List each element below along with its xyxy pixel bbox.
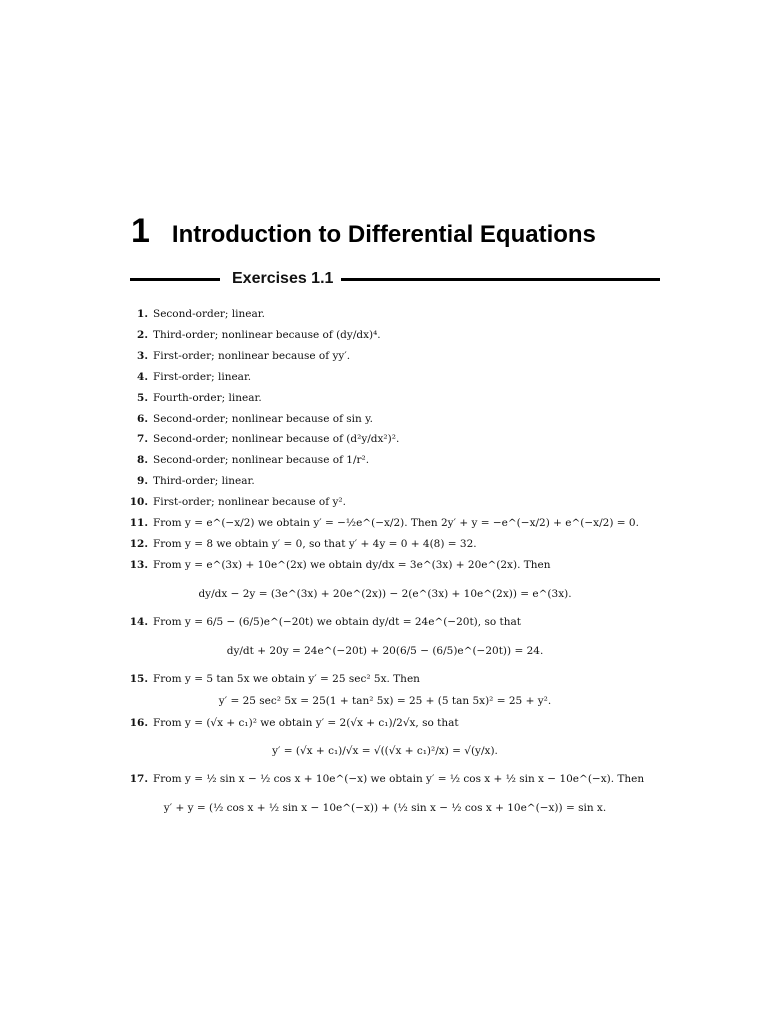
exercise-text: Second-order; nonlinear because of 1/r².	[153, 454, 370, 467]
exercise-text: First-order; linear.	[153, 370, 252, 383]
exercise-number: 13.	[129, 558, 148, 571]
exercise-text: Second-order; linear.	[153, 308, 265, 320]
exercise-text: Second-order; nonlinear because of (d²y/dx²)².	[153, 433, 400, 446]
exercise-item	[120, 534, 650, 555]
exercise-number: 17.	[129, 773, 148, 786]
exercise-text: From y = (√x + c₁)² we obtain y′ = 2(√x + c₁)/2√x, so that	[153, 716, 459, 729]
exercise-item	[120, 769, 650, 790]
exercise-number: 7.	[137, 433, 148, 446]
section-header	[130, 268, 660, 290]
exercise-text: From y = 8 we obtain y′ = 0, so that y′ + 4y = 0 + 4(8) = 32.	[153, 537, 477, 550]
exercise-item	[120, 669, 650, 690]
exercise-text: First-order; nonlinear because of yy′.	[153, 349, 351, 362]
exercise-number: 15.	[129, 672, 148, 685]
exercise-number: 8.	[137, 454, 148, 467]
exercise-text: From y = e^(−x/2) we obtain y′ = −½e^(−x/2). Then 2y′ + y = −e^(−x/2) + e^(−x/2) = 0.	[153, 517, 639, 530]
exercise-item	[120, 367, 650, 388]
exercise-text: From y = ½ sin x − ½ cos x + 10e^(−x) we obtain y′ = ½ cos x + ½ sin x − 10e^(−x). Then	[153, 773, 645, 786]
exercise-text: Third-order; linear.	[153, 475, 255, 488]
chapter-heading	[131, 212, 691, 251]
section-rule-right	[341, 278, 660, 281]
exercise-text: From y = 6/5 − (6/5)e^(−20t) we obtain dy/dt = 24e^(−20t), so that	[153, 615, 521, 628]
exercise-display-equation: y′ = 25 sec² 5x = 25(1 + tan² 5x) = 25 + (5 tan 5x)² = 25 + y².	[218, 694, 552, 707]
exercise-item	[120, 612, 650, 633]
exercise-display-equation: dy/dx − 2y = (3e^(3x) + 20e^(2x)) − 2(e^(3x) + 10e^(2x)) = e^(3x).	[198, 587, 572, 600]
exercise-item	[120, 409, 650, 430]
exercise-number: 10.	[129, 496, 148, 509]
exercise-number: 14.	[129, 615, 148, 628]
exercise-item	[120, 471, 650, 492]
exercise-display-equation: y′ + y = (½ cos x + ½ sin x − 10e^(−x)) + (½ sin x − ½ cos x + 10e^(−x)) = sin x.	[163, 802, 607, 815]
exercise-item	[120, 429, 650, 450]
exercise-item	[120, 450, 650, 471]
exercise-number: 12.	[129, 537, 148, 550]
chapter-number: 1	[131, 212, 150, 250]
exercise-number: 11.	[129, 517, 148, 530]
exercise-number: 1.	[137, 308, 148, 320]
exercise-number: 16.	[129, 716, 148, 729]
exercise-item	[120, 304, 650, 325]
exercise-item	[120, 713, 650, 734]
exercise-item	[120, 325, 650, 346]
exercise-number: 3.	[137, 349, 148, 362]
exercise-number: 4.	[137, 370, 148, 383]
section-title: Exercises 1.1	[232, 270, 334, 287]
exercise-item	[120, 388, 650, 409]
exercise-text: Third-order; nonlinear because of (dy/dx)⁴.	[153, 328, 381, 341]
exercise-number: 6.	[137, 412, 148, 425]
exercise-list	[120, 304, 650, 826]
chapter-title: Introduction to Differential Equations	[171, 221, 596, 248]
exercise-item	[120, 346, 650, 367]
exercise-number: 5.	[137, 391, 148, 404]
exercise-text: First-order; nonlinear because of y².	[153, 496, 346, 509]
exercise-text: From y = e^(3x) + 10e^(2x) we obtain dy/dx = 3e^(3x) + 20e^(2x). Then	[153, 558, 551, 571]
exercise-display-equation: y′ = (√x + c₁)/√x = √((√x + c₁)²/x) = √(y/x).	[272, 745, 498, 758]
exercise-number: 2.	[137, 328, 148, 341]
exercise-item	[120, 492, 650, 513]
exercise-item	[120, 513, 650, 534]
exercise-item	[120, 555, 650, 576]
exercise-text: Fourth-order; linear.	[153, 391, 262, 404]
section-rule-left	[130, 278, 220, 281]
exercise-display-equation: dy/dt + 20y = 24e^(−20t) + 20(6/5 − (6/5)e^(−20t)) = 24.	[226, 644, 544, 657]
exercise-text: From y = 5 tan 5x we obtain y′ = 25 sec² 5x. Then	[153, 672, 420, 685]
exercise-number: 9.	[137, 475, 148, 488]
exercise-text: Second-order; nonlinear because of sin y.	[153, 412, 374, 425]
